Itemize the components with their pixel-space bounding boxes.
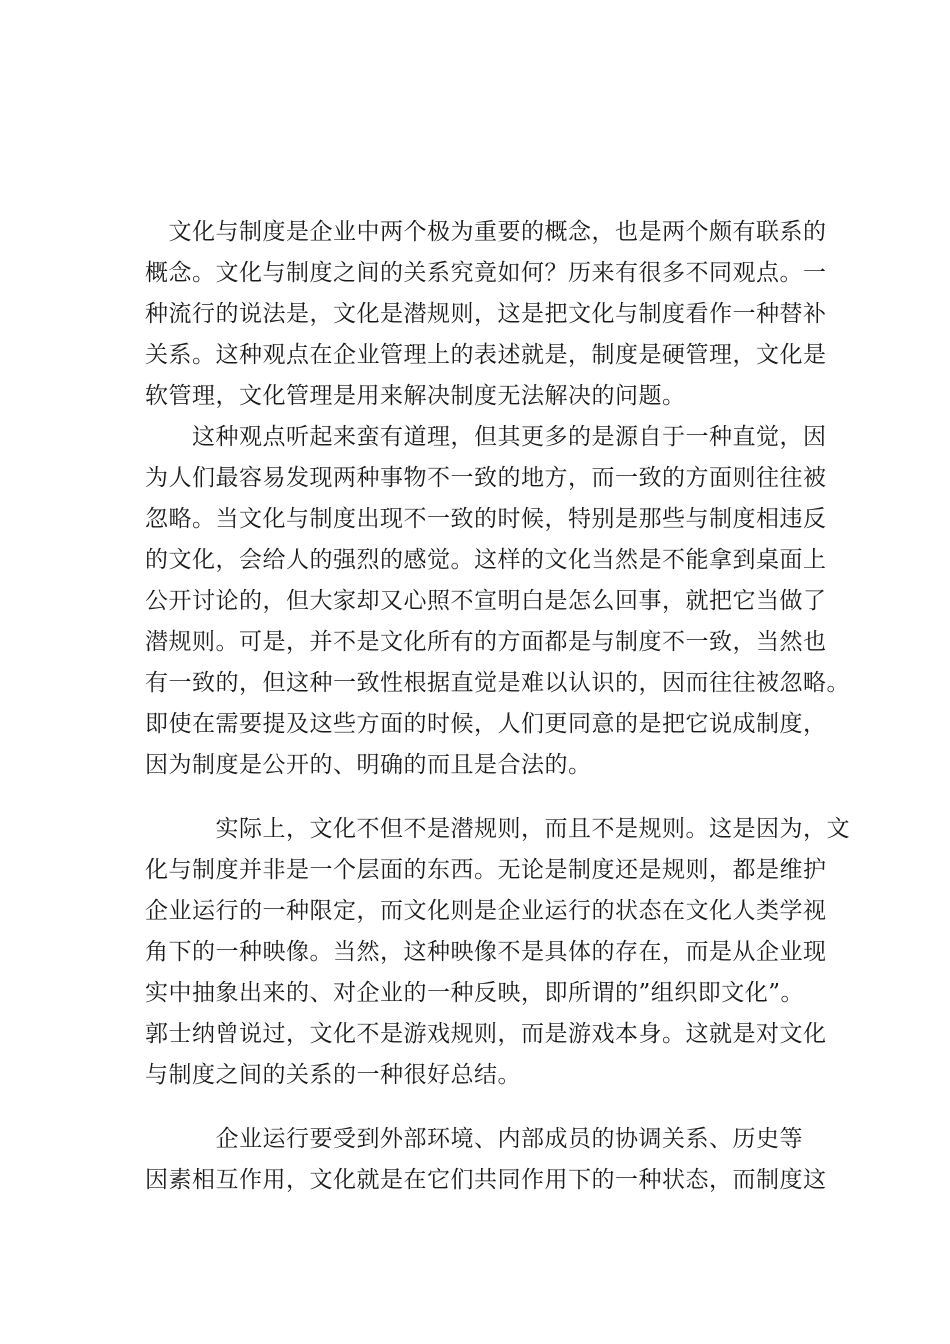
text-line: 种流行的说法是，文化是潜规则，这是把文化与制度看作一种替补 [145, 301, 827, 327]
text-line: 关系。这种观点在企业管理上的表述就是，制度是硬管理，文化是 [145, 342, 827, 368]
text-line: 因为制度是公开的、明确的而且是合法的。 [145, 752, 592, 778]
text-line: 公开讨论的，但大家却又心照不宣明白是怎么回事，就把它当做了 [145, 588, 827, 614]
text-line: 实中抽象出来的、对企业的一种反映，即所谓的”组织即文化”。 [145, 980, 805, 1006]
paragraph-4 [145, 1119, 827, 1201]
text-line: 角下的一种映像。当然，这种映像不是具体的存在，而是从企业现 [145, 939, 827, 965]
text-line: 实际上，文化不但不是潜规则，而且不是规则。这是因为，文 [145, 816, 850, 842]
text-line: 企业运行的一种限定，而文化则是企业运行的状态在文化人类学视 [145, 898, 827, 924]
text-line: 即使在需要提及这些方面的时候，人们更同意的是把它说成制度， [145, 711, 827, 737]
text-line: 概念。文化与制度之间的关系究竟如何？历来有很多不同观点。一 [145, 260, 827, 286]
text-line: 为人们最容易发现两种事物不一致的地方，而一致的方面则往往被 [145, 465, 827, 491]
text-line: 企业运行要受到外部环境、内部成员的协调关系、历史等 [145, 1126, 803, 1152]
text-line: 的文化，会给人的强烈的感觉。这样的文化当然是不能拿到桌面上 [145, 547, 827, 573]
paragraph-3 [145, 809, 850, 1096]
text-line: 因素相互作用，文化就是在它们共同作用下的一种状态，而制度这 [145, 1167, 827, 1193]
paragraph-2 [145, 417, 850, 786]
text-line: 潜规则。可是，并不是文化所有的方面都是与制度不一致，当然也 [145, 629, 827, 655]
text-line: 有一致的，但这种一致性根据直觉是难以认识的，因而往往被忽略。 [145, 670, 850, 696]
text-line: 这种观点听起来蛮有道理，但其更多的是源自于一种直觉，因 [145, 424, 827, 450]
text-line: 与制度之间的关系的一种很好总结。 [145, 1062, 521, 1088]
paragraph-spacer [145, 1096, 805, 1119]
document-body [145, 212, 850, 1201]
text-line: 化与制度并非是一个层面的东西。无论是制度还是规则，都是维护 [145, 857, 827, 883]
text-line: 软管理，文化管理是用来解决制度无法解决的问题。 [145, 383, 686, 409]
text-line: 忽略。当文化与制度出现不一致的时候，特别是那些与制度相违反 [145, 506, 827, 532]
text-line: 郭士纳曾说过，文化不是游戏规则，而是游戏本身。这就是对文化 [145, 1021, 827, 1047]
paragraph-spacer [145, 786, 805, 809]
paragraph-1 [145, 212, 827, 417]
text-line: 文化与制度是企业中两个极为重要的概念，也是两个颇有联系的 [145, 219, 827, 245]
